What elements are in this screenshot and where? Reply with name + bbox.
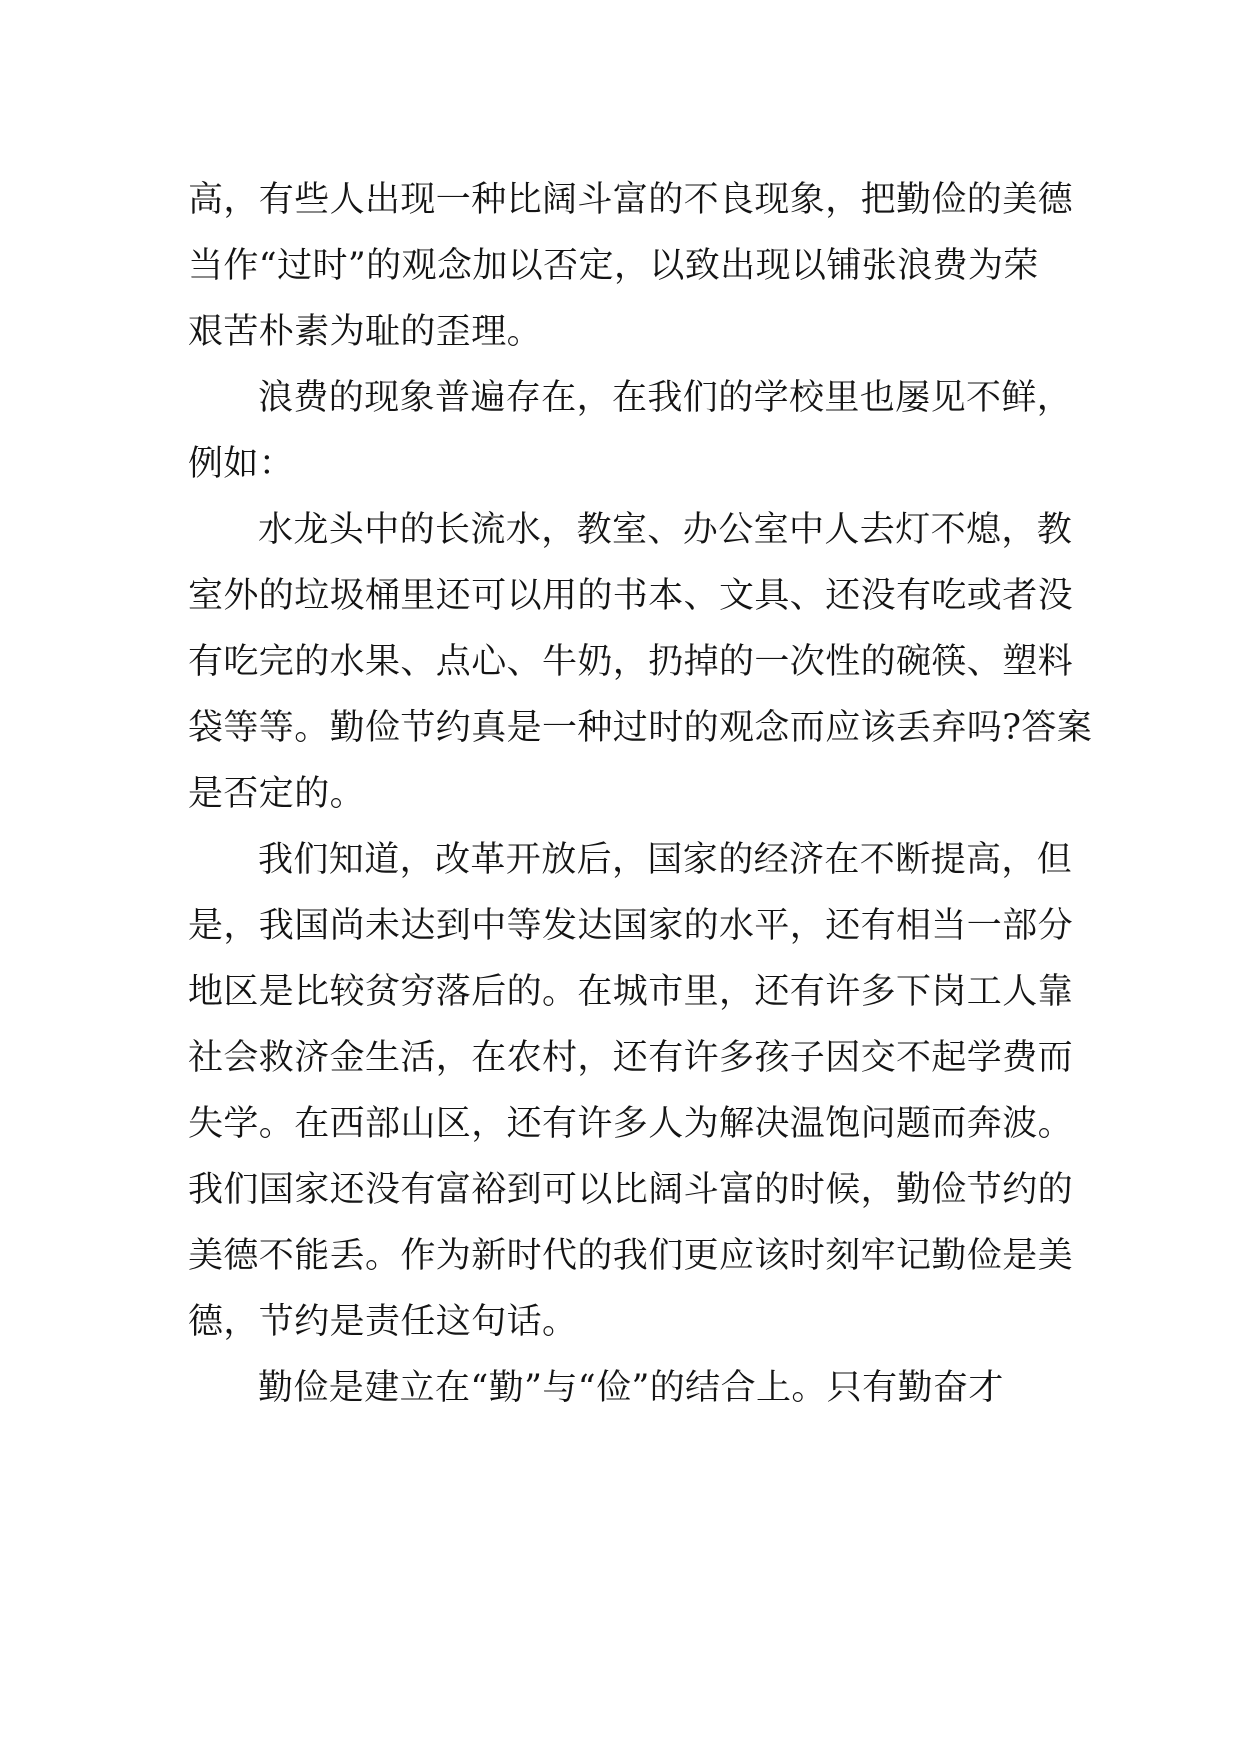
text-line: 是，我国尚未达到中等发达国家的水平，还有相当一部分	[188, 906, 1074, 946]
text-line: 德，节约是责任这句话。	[188, 1302, 578, 1342]
paragraph-first-line: 水龙头中的长流水，教室、办公室中人去灯不熄，教	[258, 510, 1073, 550]
text-line: 社会救济金生活，在农村，还有许多孩子因交不起学费而	[188, 1038, 1074, 1078]
text-line: 艰苦朴素为耻的歪理。	[188, 312, 543, 352]
paragraph-first-line: 勤俭是建立在“勤”与“俭”的结合上。只有勤奋才	[258, 1368, 1004, 1408]
text-line: 美德不能丢。作为新时代的我们更应该时刻牢记勤俭是美	[188, 1236, 1074, 1276]
text-line: 高，有些人出现一种比阔斗富的不良现象，把勤俭的美德	[188, 180, 1074, 220]
text-line: 我们国家还没有富裕到可以比阔斗富的时候，勤俭节约的	[188, 1170, 1074, 1210]
text-line: 是否定的。	[188, 774, 366, 814]
text-line: 失学。在西部山区，还有许多人为解决温饱问题而奔波。	[188, 1104, 1074, 1144]
text-line: 袋等等。勤俭节约真是一种过时的观念而应该丢弃吗?答案	[188, 708, 1093, 748]
text-line: 例如：	[188, 444, 295, 484]
text-line: 室外的垃圾桶里还可以用的书本、文具、还没有吃或者没	[188, 576, 1074, 616]
text-line: 地区是比较贫穷落后的。在城市里，还有许多下岗工人靠	[188, 972, 1074, 1012]
paragraph-first-line: 我们知道，改革开放后，国家的经济在不断提高，但	[258, 840, 1073, 880]
text-line: 有吃完的水果、点心、牛奶，扔掉的一次性的碗筷、塑料	[188, 642, 1074, 682]
text-line: 当作“过时”的观念加以否定，以致出现以铺张浪费为荣	[188, 246, 1039, 286]
paragraph-first-line: 浪费的现象普遍存在，在我们的学校里也屡见不鲜，	[258, 378, 1073, 418]
